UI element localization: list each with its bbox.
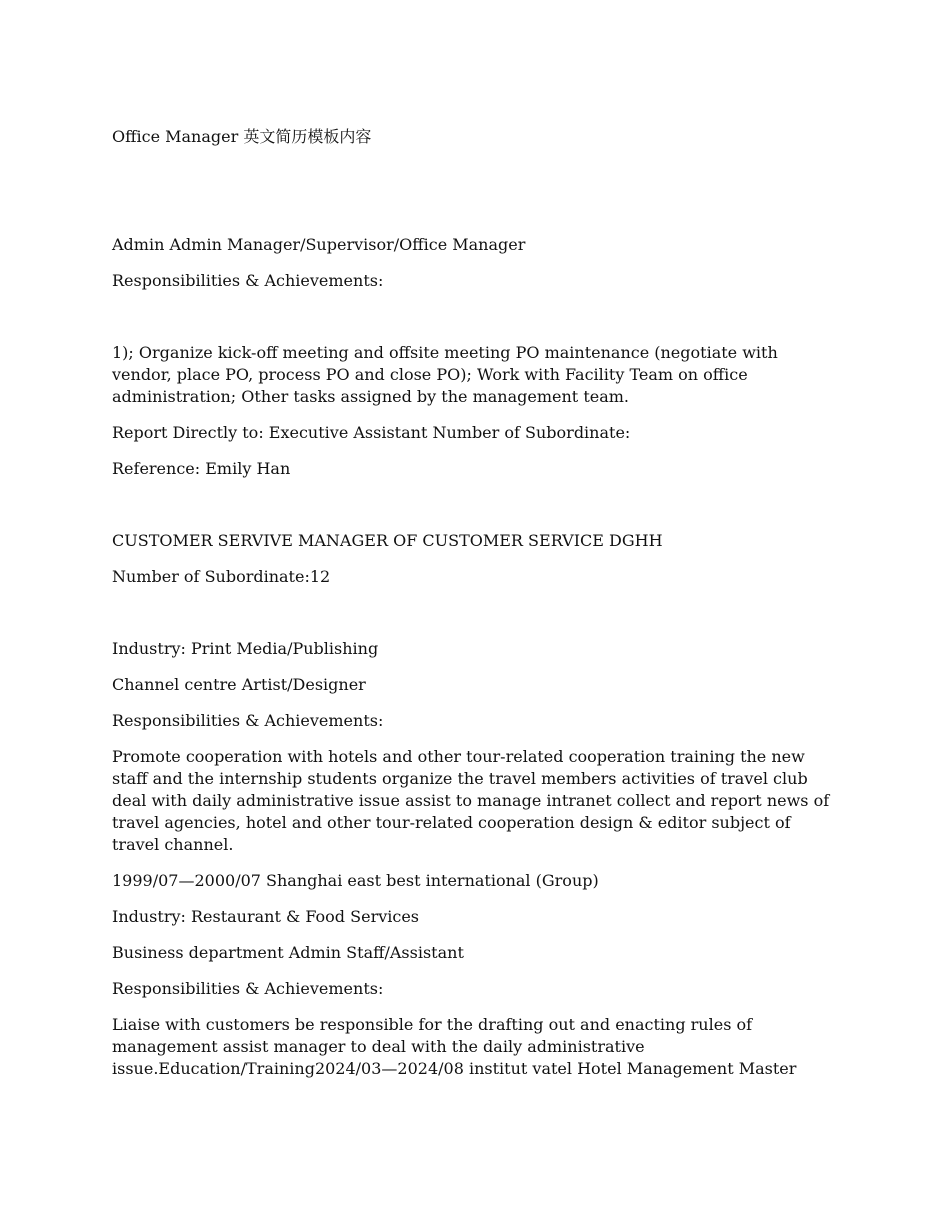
blank-spacing — [112, 494, 834, 530]
job3-position: Channel centre Artist/Designer — [112, 675, 366, 694]
job1-reference: Reference: Emily Han — [112, 459, 291, 478]
job4-duties: Liaise with customers be responsible for the drafting out and enacting rules of management assist manager to deal with the daily administrative issue.Education/Training2024/03—2024/08 institut vatel Hotel Management Master — [112, 1015, 797, 1078]
job3-industry: Industry: Print Media/Publishing — [112, 639, 379, 658]
job1-report-line: Report Directly to: Executive Assistant Number of Subordinate: — [112, 423, 631, 442]
document-title: Office Manager 英文简历模板内容 — [112, 127, 372, 146]
job1-responsibilities-heading: Responsibilities & Achievements: — [112, 271, 384, 290]
job1-position: Admin Admin Manager/Supervisor/Office Manager — [112, 235, 526, 254]
blank-spacing — [112, 162, 834, 234]
blank-spacing — [112, 602, 834, 638]
job4-responsibilities-heading: Responsibilities & Achievements: — [112, 979, 384, 998]
job4-industry: Industry: Restaurant & Food Services — [112, 907, 420, 926]
job3-responsibilities-heading: Responsibilities & Achievements: — [112, 711, 384, 730]
job4-period: 1999/07—2000/07 Shanghai east best international (Group) — [112, 871, 599, 890]
job3-duties: Promote cooperation with hotels and other tour-related cooperation training the new staff and the internship students organize the travel members activities of travel club deal with daily administrative issue assist to manage intranet collect and report news of travel agencies, hotel and other tour-related cooperation design & editor subject of travel channel. — [112, 747, 830, 854]
document-body — [112, 126, 834, 1094]
job1-duties: 1); Organize kick-off meeting and offsite meeting PO maintenance (negotiate with vendor, place PO, process PO and close PO); Work with Facility Team on office administration; Other tasks assigned by the management team. — [112, 343, 778, 406]
job2-position: CUSTOMER SERVIVE MANAGER OF CUSTOMER SERVICE DGHH — [112, 531, 663, 550]
blank-spacing — [112, 306, 834, 342]
job4-position: Business department Admin Staff/Assistant — [112, 943, 464, 962]
job2-subordinates: Number of Subordinate:12 — [112, 567, 331, 586]
